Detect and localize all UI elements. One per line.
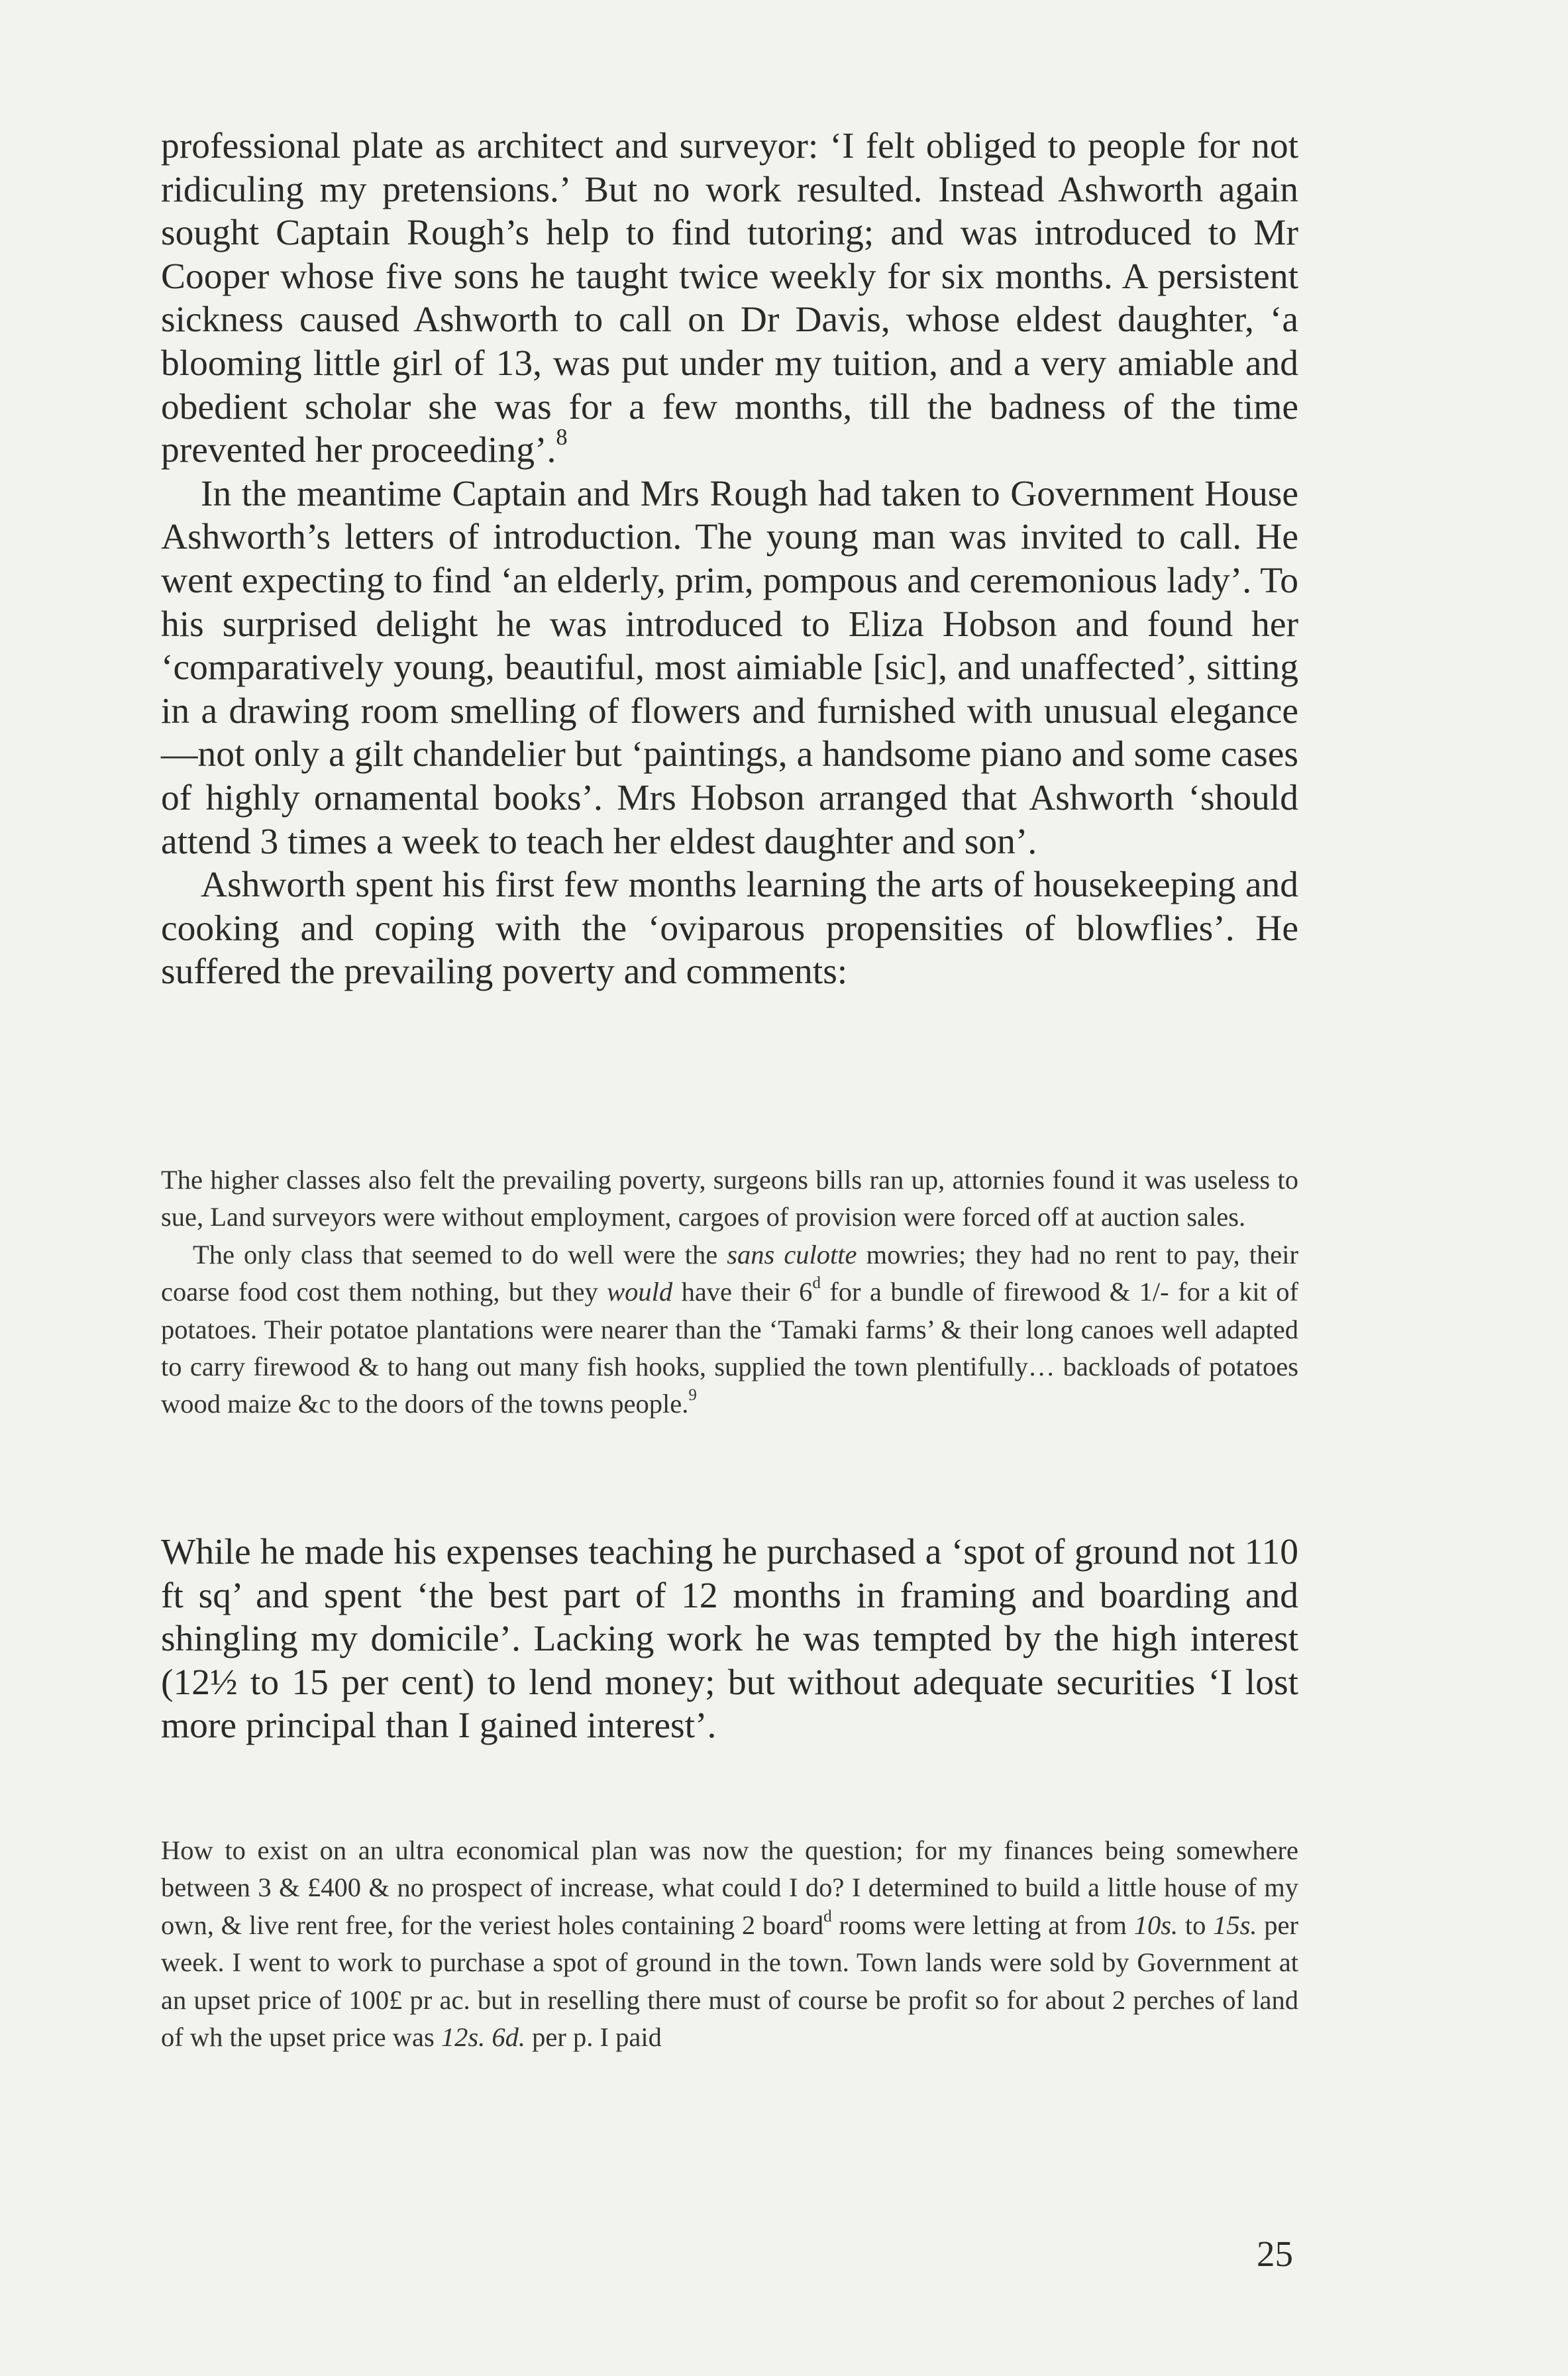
quote-1-text-d: for a bundle of firewood & 1/- for a kit of potatoes. Their potatoe plantations were nearer than the ‘Tamaki farms’ & their long canoes well adapted to carry firewood & to hang out many fish hooks, supplied the town plentifully… backloads of potatoes wood maize &c to the doors of the towns people. [161,1277,1299,1419]
paragraph-2: In the meantime Captain and Mrs Rough had taken to Government House Ashworth’s letters of introduction. The young man was invited to call. He went expecting to find ‘an elderly, prim, pompous and ceremonious lady’. To his surprised delight he was introduced to Eliza Hobson and found her ‘comparatively young, beautiful, most aimiable [sic], and unaffected’, sitting in a drawing room smelling of flowers and furnished with unusual elegance—not only a gilt chandelier but ‘paintings, a handsome piano and some cases of highly ornamental books’. Mrs Hobson arranged that Ashworth ‘should attend 3 times a week to teach her eldest daughter and son’. [161,473,1298,862]
paragraph-4: While he made his expenses teaching he purchased a ‘spot of ground not 110 ft sq’ and spent ‘the best part of 12 months in framing and boarding and shingling my domicile’. Lacking work he was tempted by the high interest (12½ to 15 per cent) to lend money; but without adequate securities ‘I lost more principal than I gained interest’. [161,1532,1298,1747]
quote-2-superscript-d: d [823,1907,832,1925]
text-block-top [161,125,1298,994]
quote-1-text-b: mowries; they had no rent to pay, their coarse food cost them nothing, but they [161,1239,1298,1307]
block-quote-2 [161,1832,1298,2056]
quote-2-para [161,1832,1298,2056]
quote-1-italic-would: would [607,1277,673,1307]
quote-1-superscript-d: d [812,1274,821,1293]
body-text-top [161,125,1298,994]
block-quote-1 [161,1161,1298,1423]
quote-2-italic-12s-6d: 12s. 6d. [441,2022,526,2053]
quote-2-italic-15s: 15s. [1213,1910,1257,1940]
page-number: 25 [1257,2234,1293,2274]
quote-1-italic-sans-culotte: sans culotte [727,1239,857,1269]
footnote-ref-9: 9 [688,1386,697,1405]
quote-1-para-1: The higher classes also felt the prevailing poverty, surgeons bills ran up, attornies found it was useless to sue, Land surveyors were without employment, cargoes of provision were forced off at auction sales. [161,1165,1298,1232]
footnote-ref-8: 8 [556,425,568,451]
quote-2-italic-10s: 10s. [1133,1910,1178,1940]
quote-1-text-a: The only class that seemed to do well were the [193,1239,727,1269]
paragraph-3: Ashworth spent his first few months learning the arts of housekeeping and cooking and coping with the ‘oviparous propensities of blowflies’. He suffered the prevailing poverty and comments: [161,865,1298,993]
paragraph-1-text: professional plate as architect and surveyor: ‘I felt obliged to people for not ridiculing my pretensions.’ But no work resulted. Instead Ashworth again sought Captain Rough’s help to find tutoring; and was introduced to Mr Cooper whose five sons he taught twice weekly for six months. A persistent sickness caused Ashworth to call on Dr Davis, whose eldest daughter, ‘a blooming little girl of 13, was put under my tuition, and a very amiable and obedient scholar she was for a few months, till the badness of the time prevented her proceeding’. [161,126,1298,471]
quote-2-text-a: How to exist on an ultra economical plan was now the question; for my finances being somewhere between 3 & £400 & no prospect of increase, what could I do? I determined to build a little house of my own, & live rent free, for the veriest holes containing 2 board [161,1835,1298,1940]
quote-1-para-2 [161,1236,1298,1423]
quote-2-text-d: per week. I went to work to purchase a spot of ground in the town. Town lands were sold by Government at an upset price of 100£ pr ac. but in reselling there must of course be profit so for about 2 perches of land of wh the upset price was [161,1910,1298,2053]
quote-2-text-c: to [1178,1910,1214,1940]
quote-2-text-b: rooms were letting at from [831,1910,1134,1940]
paragraph-1 [161,125,1298,472]
quote-1-text-c: have their 6 [672,1277,813,1307]
quote-2-text-e: per p. I paid [525,2022,662,2053]
text-block-middle [161,1531,1298,1748]
